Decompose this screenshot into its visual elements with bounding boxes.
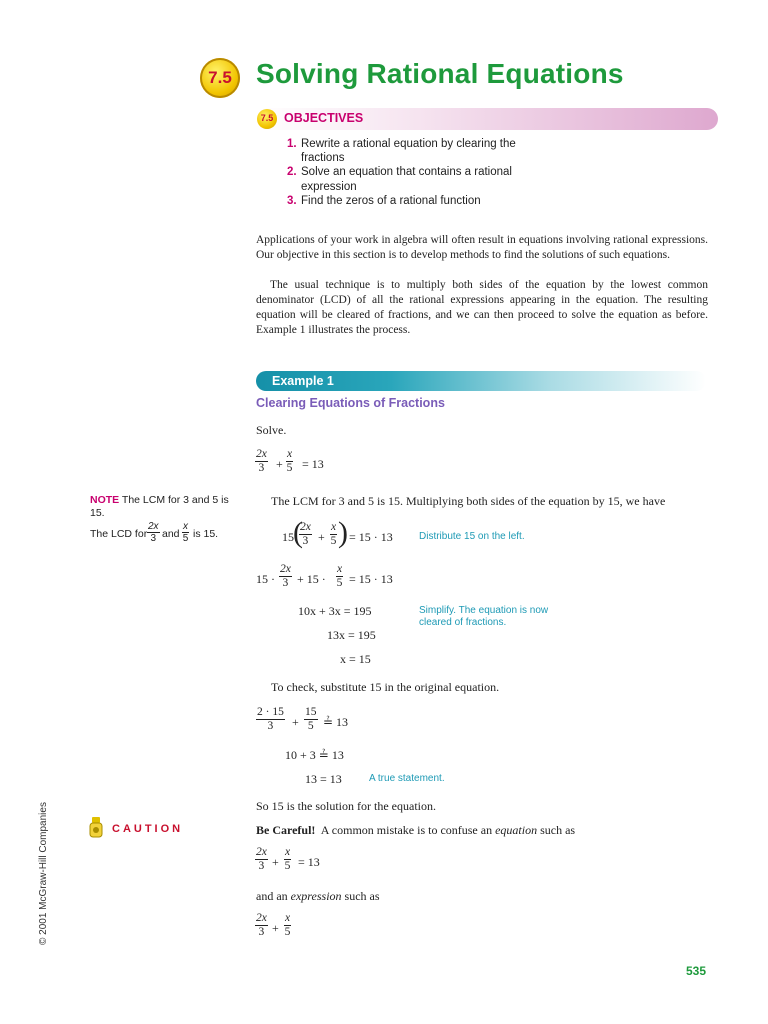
section-number-badge: 7.5: [200, 58, 240, 98]
example-subtitle: Clearing Equations of Fractions: [256, 396, 445, 410]
fraction-2x-over-3: $\frac{2x}{3}$: [280, 563, 291, 589]
solve-instruction: Solve.: [256, 423, 287, 437]
right-paren: ): [338, 516, 348, 549]
plus-sign: +: [272, 855, 279, 869]
step-13x: 13x = 195: [327, 628, 376, 642]
objectives-badge: 7.5: [257, 109, 277, 129]
step-x-equals-15: x = 15: [340, 652, 371, 666]
coef-15-dot: 15 ·: [256, 572, 275, 586]
caution-label: CAUTION: [112, 823, 184, 835]
plus-sign: +: [292, 715, 299, 729]
plus-sign: +: [272, 921, 279, 935]
check-line-3: 13 = 13: [305, 772, 342, 786]
page-number: 535: [686, 964, 707, 978]
step-10x-plus-3x: 10x + 3x = 195: [298, 604, 372, 618]
rhs-15-times-13: = 15 · 13: [349, 530, 393, 544]
objectives-list: [287, 137, 537, 208]
fraction-x-over-5: $\frac{x}{5}$: [286, 448, 293, 474]
sidebar-fraction-x-over-5: $\frac{x}{5}$: [182, 521, 189, 544]
check-equals-13: ≟ 13: [323, 715, 349, 729]
copyright-text: © 2001 McGraw-Hill Companies: [38, 802, 49, 945]
fraction-x-over-5: $\frac{x}{5}$: [284, 846, 291, 872]
caution-icon: [89, 817, 103, 839]
example-label: Example 1: [272, 374, 334, 388]
note-simplify: Simplify. The equation is now cleared of fractions.: [419, 605, 549, 628]
intro-paragraph-1: Applications of your work in algebra will often result in equations involving rational expressions. Our objective in this section is to develop methods to find the solutions of such equations.: [256, 234, 708, 261]
equals-13: = 13: [302, 457, 324, 471]
equals-13: = 13: [298, 855, 320, 869]
note-true-statement: A true statement.: [369, 773, 445, 784]
fraction-x-over-5: $\frac{x}{5}$: [336, 563, 343, 589]
fraction-x-over-5: $\frac{x}{5}$: [284, 912, 291, 938]
left-paren: (: [293, 516, 303, 549]
sidebar-fraction-2x-over-3: $\frac{2x}{3}$: [148, 521, 159, 544]
sidebar-lcd-prefix: The LCD for: [90, 528, 148, 540]
plus-sign: +: [276, 457, 283, 471]
fraction-15-over-5: $\frac{15}{5}$: [305, 706, 317, 732]
objective-item: 1. Rewrite a rational equation by clearing the fractions: [287, 138, 516, 165]
objective-item: 3. Find the zeros of a rational function: [287, 194, 481, 207]
rhs-15-times-13: = 15 · 13: [349, 572, 393, 586]
fraction-x-over-5: $\frac{x}{5}$: [330, 521, 337, 547]
fraction-2x-over-3: $\frac{2x}{3}$: [256, 846, 267, 872]
sidebar-lcd-suffix: is 15.: [193, 528, 219, 540]
page-title: Solving Rational Equations: [256, 58, 624, 89]
note-distribute: Distribute 15 on the left.: [419, 531, 525, 542]
sidebar-and: and: [162, 528, 180, 540]
sidebar-note: NOTE The LCM for 3 and 5 is 15.: [90, 494, 229, 519]
fraction-2-15-over-3: $\frac{2 \cdot 15}{3}$: [257, 706, 284, 732]
fraction-2x-over-3: $\frac{2x}{3}$: [256, 912, 267, 938]
check-line-2: 10 + 3 ≟ 13: [285, 748, 344, 762]
objectives-title: OBJECTIVES: [284, 111, 364, 125]
lcm-text: The LCM for 3 and 5 is 15. Multiplying both sides of the equation by 15, we have: [271, 494, 666, 508]
caution-text: Be Careful! A common mistake is to confuse an equation such as: [256, 823, 576, 837]
solution-text: So 15 is the solution for the equation.: [256, 799, 436, 813]
objective-item: 2. Solve an equation that contains a rational expression: [287, 166, 512, 193]
and-expression-text: and an expression such as: [256, 889, 380, 903]
intro-paragraph-2: The usual technique is to multiply both sides of the equation by the lowest common denominator (LCD) of all the rational expressions appearing in the equation. The resulting equation will be cleared of fractions, and we can then proceed to solve the equation as before. Example 1 illustrates the process.: [256, 279, 708, 336]
coef-15: 15: [282, 530, 294, 544]
plus-sign: +: [318, 530, 325, 544]
fraction-2x-over-3: $\frac{2x}{3}$: [256, 448, 267, 474]
plus-15-dot: + 15 ·: [297, 572, 326, 586]
check-text: To check, substitute 15 in the original equation.: [271, 680, 500, 694]
fraction-2x-over-3: $\frac{2x}{3}$: [300, 521, 311, 547]
